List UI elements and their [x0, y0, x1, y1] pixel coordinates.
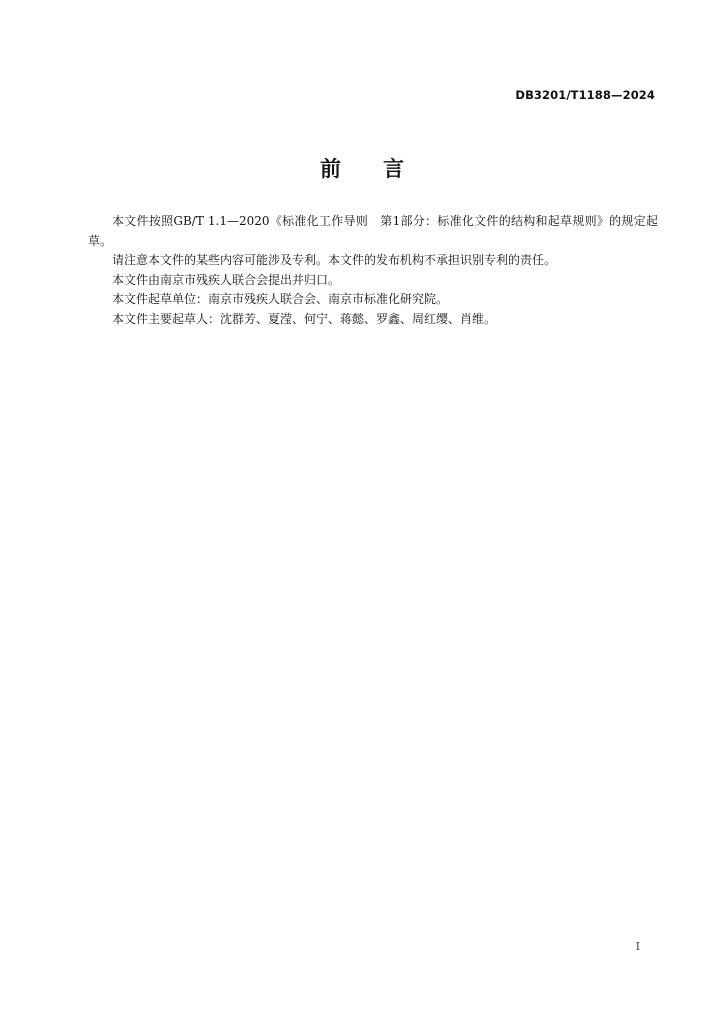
page-title: 前 言: [320, 157, 404, 181]
paragraph-drafting-rules: 本文件按照GB/T 1.1—2020《标准化工作导则 第1部分：标准化文件的结构和起草规则》的规定起草。: [88, 214, 658, 248]
paragraph-drafting-units: 本文件起草单位：南京市残疾人联合会、南京市标准化研究院。: [112, 292, 449, 307]
foreword-body: [88, 212, 658, 330]
paragraph-patent-notice: 请注意本文件的某些内容可能涉及专利。本文件的发布机构不承担识别专利的责任。: [112, 253, 557, 268]
paragraph-proposer: 本文件由南京市残疾人联合会提出并归口。: [112, 272, 341, 287]
paragraph-drafters: 本文件主要起草人：沈群芳、夏滢、何宁、蒋懿、罗鑫、周红缨、肖维。: [112, 311, 497, 326]
page-number: I: [635, 940, 640, 953]
document-code: DB3201/T1188—2024: [515, 88, 655, 102]
